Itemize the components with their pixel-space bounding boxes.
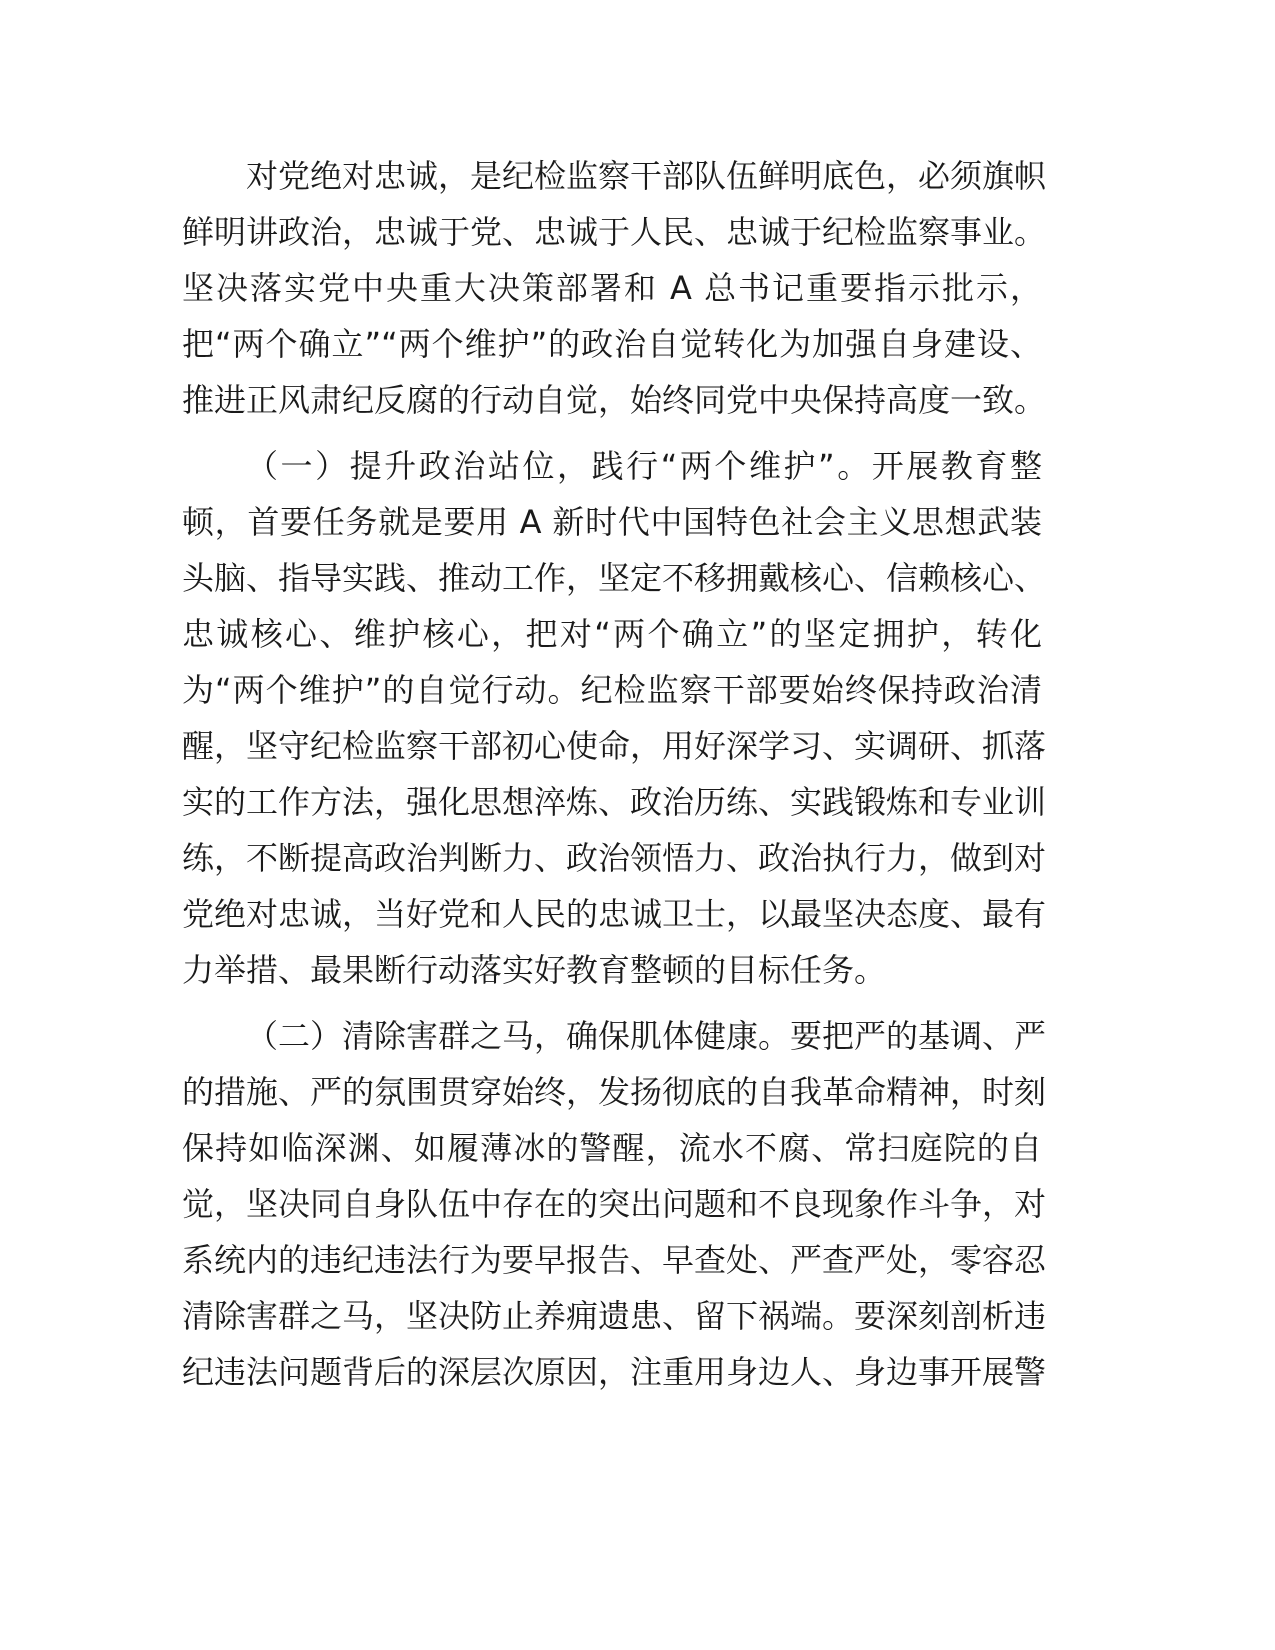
text-line: 纪违法问题背后的深层次原因，注重用身边人、身边事开展警	[182, 1353, 1047, 1391]
text-line: 为“两个维护”的自觉行动。纪检监察干部要始终保持政治清	[182, 671, 1042, 709]
text-line: 醒，坚守纪检监察干部初心使命，用好深学习、实调研、抓落	[182, 727, 1047, 765]
text-line: 头脑、指导实践、推动工作，坚定不移拥戴核心、信赖核心、	[182, 559, 1047, 597]
text-line: 实的工作方法，强化思想淬炼、政治历练、实践锻炼和专业训	[182, 783, 1047, 821]
text-line: 系统内的违纪违法行为要早报告、早查处、严查严处，零容忍	[182, 1241, 1047, 1279]
text-line: 力举措、最果断行动落实好教育整顿的目标任务。	[182, 951, 887, 989]
section-2-heading-line: （二）清除害群之马，确保肌体健康。要把严的基调、严	[246, 1017, 1047, 1055]
text-line: 把“两个确立”“两个维护”的政治自觉转化为加强自身建设、	[182, 325, 1042, 363]
text-line: 对党绝对忠诚，是纪检监察干部队伍鲜明底色，必须旗帜	[246, 157, 1047, 195]
text-line: 忠诚核心、维护核心，把对“两个确立”的坚定拥护，转化	[182, 615, 1042, 653]
text-line: 推进正风肃纪反腐的行动自觉，始终同党中央保持高度一致。	[182, 381, 1047, 419]
text-line: 坚决落实党中央重大决策部署和 A 总书记重要指示批示，	[182, 269, 1042, 307]
text-line: 党绝对忠诚，当好党和人民的忠诚卫士，以最坚决态度、最有	[182, 895, 1047, 933]
text-line: 保持如临深渊、如履薄冰的警醒，流水不腐、常扫庭院的自	[182, 1129, 1042, 1167]
paragraph-section-1	[182, 438, 1047, 998]
paragraph-section-2	[182, 1008, 1047, 1400]
paragraph-loyalty	[182, 148, 1047, 428]
text-line: 鲜明讲政治，忠诚于党、忠诚于人民、忠诚于纪检监察事业。	[182, 213, 1047, 251]
section-1-heading-line: （一）提升政治站位，践行“两个维护”。开展教育整	[246, 447, 1042, 485]
text-line: 顿，首要任务就是要用 A 新时代中国特色社会主义思想武装	[182, 503, 1042, 541]
body-text	[182, 148, 1047, 1400]
text-line: 的措施、严的氛围贯穿始终，发扬彻底的自我革命精神，时刻	[182, 1073, 1047, 1111]
text-line: 觉，坚决同自身队伍中存在的突出问题和不良现象作斗争，对	[182, 1185, 1047, 1223]
text-line: 练，不断提高政治判断力、政治领悟力、政治执行力，做到对	[182, 839, 1047, 877]
text-line: 清除害群之马，坚决防止养痈遗患、留下祸端。要深刻剖析违	[182, 1297, 1047, 1335]
